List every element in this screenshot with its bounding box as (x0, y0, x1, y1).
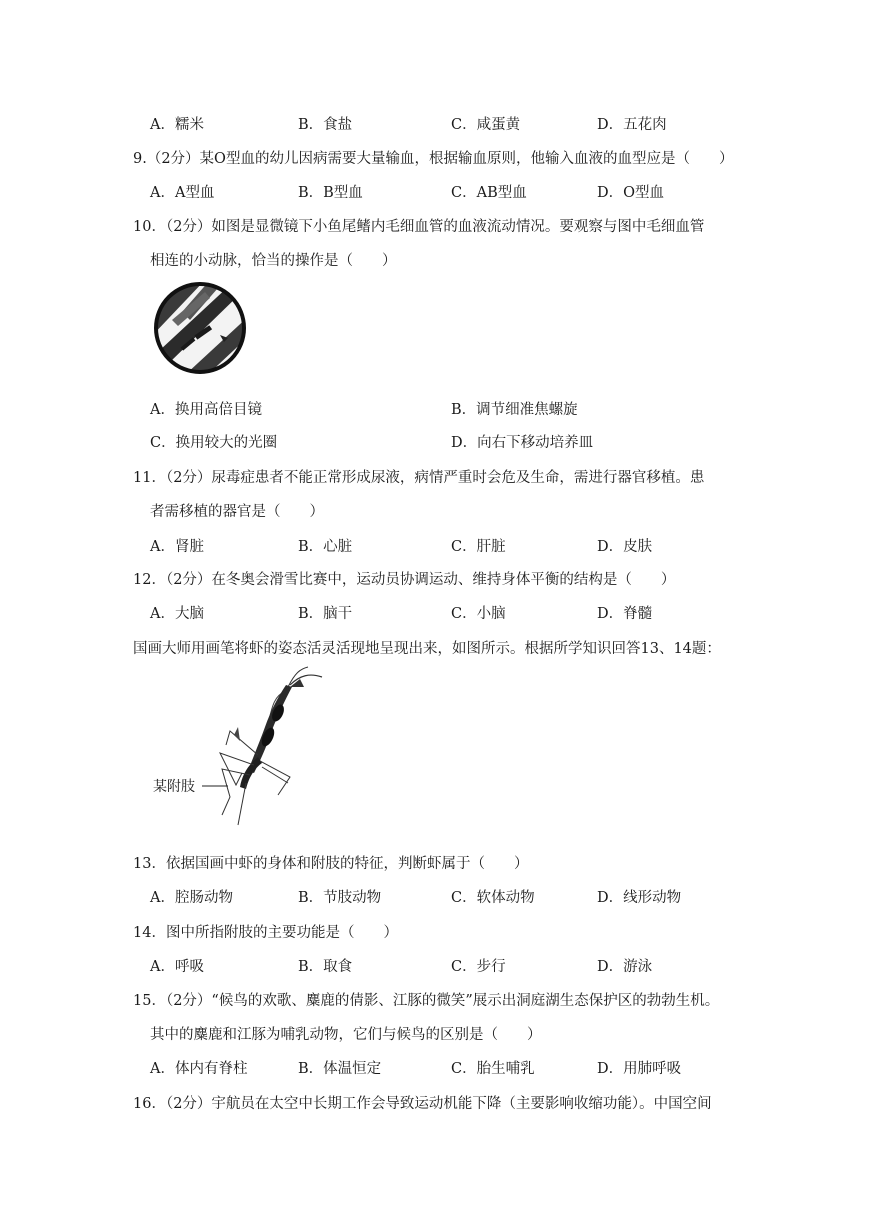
q14-option-d: D．游泳 (597, 959, 653, 975)
q11-option-b: B．心脏 (298, 539, 353, 555)
q12-option-d: D．脊髓 (597, 606, 653, 622)
microscope-view-figure (150, 280, 250, 376)
q11-option-c: C．肝脏 (451, 539, 506, 555)
q14-option-a: A．呼吸 (150, 959, 204, 975)
q13-stem: 13．依据国画中虾的身体和附肢的特征，判断虾属于（ ） (133, 856, 529, 872)
q10-stem-line2: 相连的小动脉，恰当的操作是（ ） (150, 253, 397, 269)
q11-stem-line1: 11．（2分）尿毒症患者不能正常形成尿液，病情严重时会危及生命，需进行器官移植。患 (133, 470, 705, 486)
q8-option-a: A．糯米 (150, 117, 204, 133)
q8-option-c: C．咸蛋黄 (451, 117, 521, 133)
q9-stem: 9.（2分）某O型血的幼儿因病需要大量输血，根据输血原则，他输入血液的血型应是（ ） (133, 151, 734, 167)
q12-option-a: A．大脑 (150, 606, 204, 622)
q15-stem-line1: 15．（2分）“候鸟的欢歌、麋鹿的倩影、江豚的微笑”展示出洞庭湖生态保护区的勃勃生机。 (133, 993, 720, 1009)
q14-option-c: C．步行 (451, 959, 506, 975)
q15-option-d: D．用肺呼吸 (597, 1061, 682, 1077)
q15-option-a: A．体内有脊柱 (150, 1061, 248, 1077)
q10-option-d: D．向右下移动培养皿 (451, 435, 594, 451)
q14-stem: 14．图中所指附肢的主要功能是（ ） (133, 925, 398, 941)
q11-option-a: A．肾脏 (150, 539, 204, 555)
q15-option-c: C．胎生哺乳 (451, 1061, 535, 1077)
q10-option-a: A．换用高倍目镜 (150, 402, 262, 418)
shrimp-painting-figure (150, 665, 340, 835)
shrimp-intro: 国画大师用画笔将虾的姿态活灵活现地呈现出来，如图所示。根据所学知识回答13、14题： (133, 641, 721, 657)
q9-option-c: C．AB型血 (451, 185, 527, 201)
appendage-label: 某附肢 (153, 779, 195, 795)
q13-option-c: C．软体动物 (451, 890, 535, 906)
q13-option-a: A．腔肠动物 (150, 890, 233, 906)
q9-option-a: A．A型血 (150, 185, 215, 201)
q12-option-c: C．小脑 (451, 606, 506, 622)
q11-option-d: D．皮肤 (597, 539, 653, 555)
q9-option-d: D．O型血 (597, 185, 665, 201)
q12-option-b: B．脑干 (298, 606, 353, 622)
q15-option-b: B．体温恒定 (298, 1061, 382, 1077)
q14-option-b: B．取食 (298, 959, 353, 975)
q15-stem-line2: 其中的麋鹿和江豚为哺乳动物，它们与候鸟的区别是（ ） (150, 1027, 542, 1043)
q8-option-d: D．五花肉 (597, 117, 667, 133)
q10-option-b: B．调节细准焦螺旋 (451, 402, 578, 418)
q9-option-b: B．B型血 (298, 185, 363, 201)
q11-stem-line2: 者需移植的器官是（ ） (150, 504, 324, 520)
q16-stem-line1: 16．（2分）宇航员在太空中长期工作会导致运动机能下降（主要影响收缩功能）。中国空间 (133, 1096, 712, 1112)
q10-option-c: C．换用较大的光圈 (150, 435, 278, 451)
q13-option-b: B．节肢动物 (298, 890, 382, 906)
q13-option-d: D．线形动物 (597, 890, 682, 906)
q12-stem: 12．（2分）在冬奥会滑雪比赛中，运动员协调运动、维持身体平衡的结构是（ ） (133, 572, 676, 588)
q8-option-b: B．食盐 (298, 117, 353, 133)
q10-stem-line1: 10．（2分）如图是显微镜下小鱼尾鳍内毛细血管的血液流动情况。要观察与图中毛细血管 (133, 219, 705, 235)
